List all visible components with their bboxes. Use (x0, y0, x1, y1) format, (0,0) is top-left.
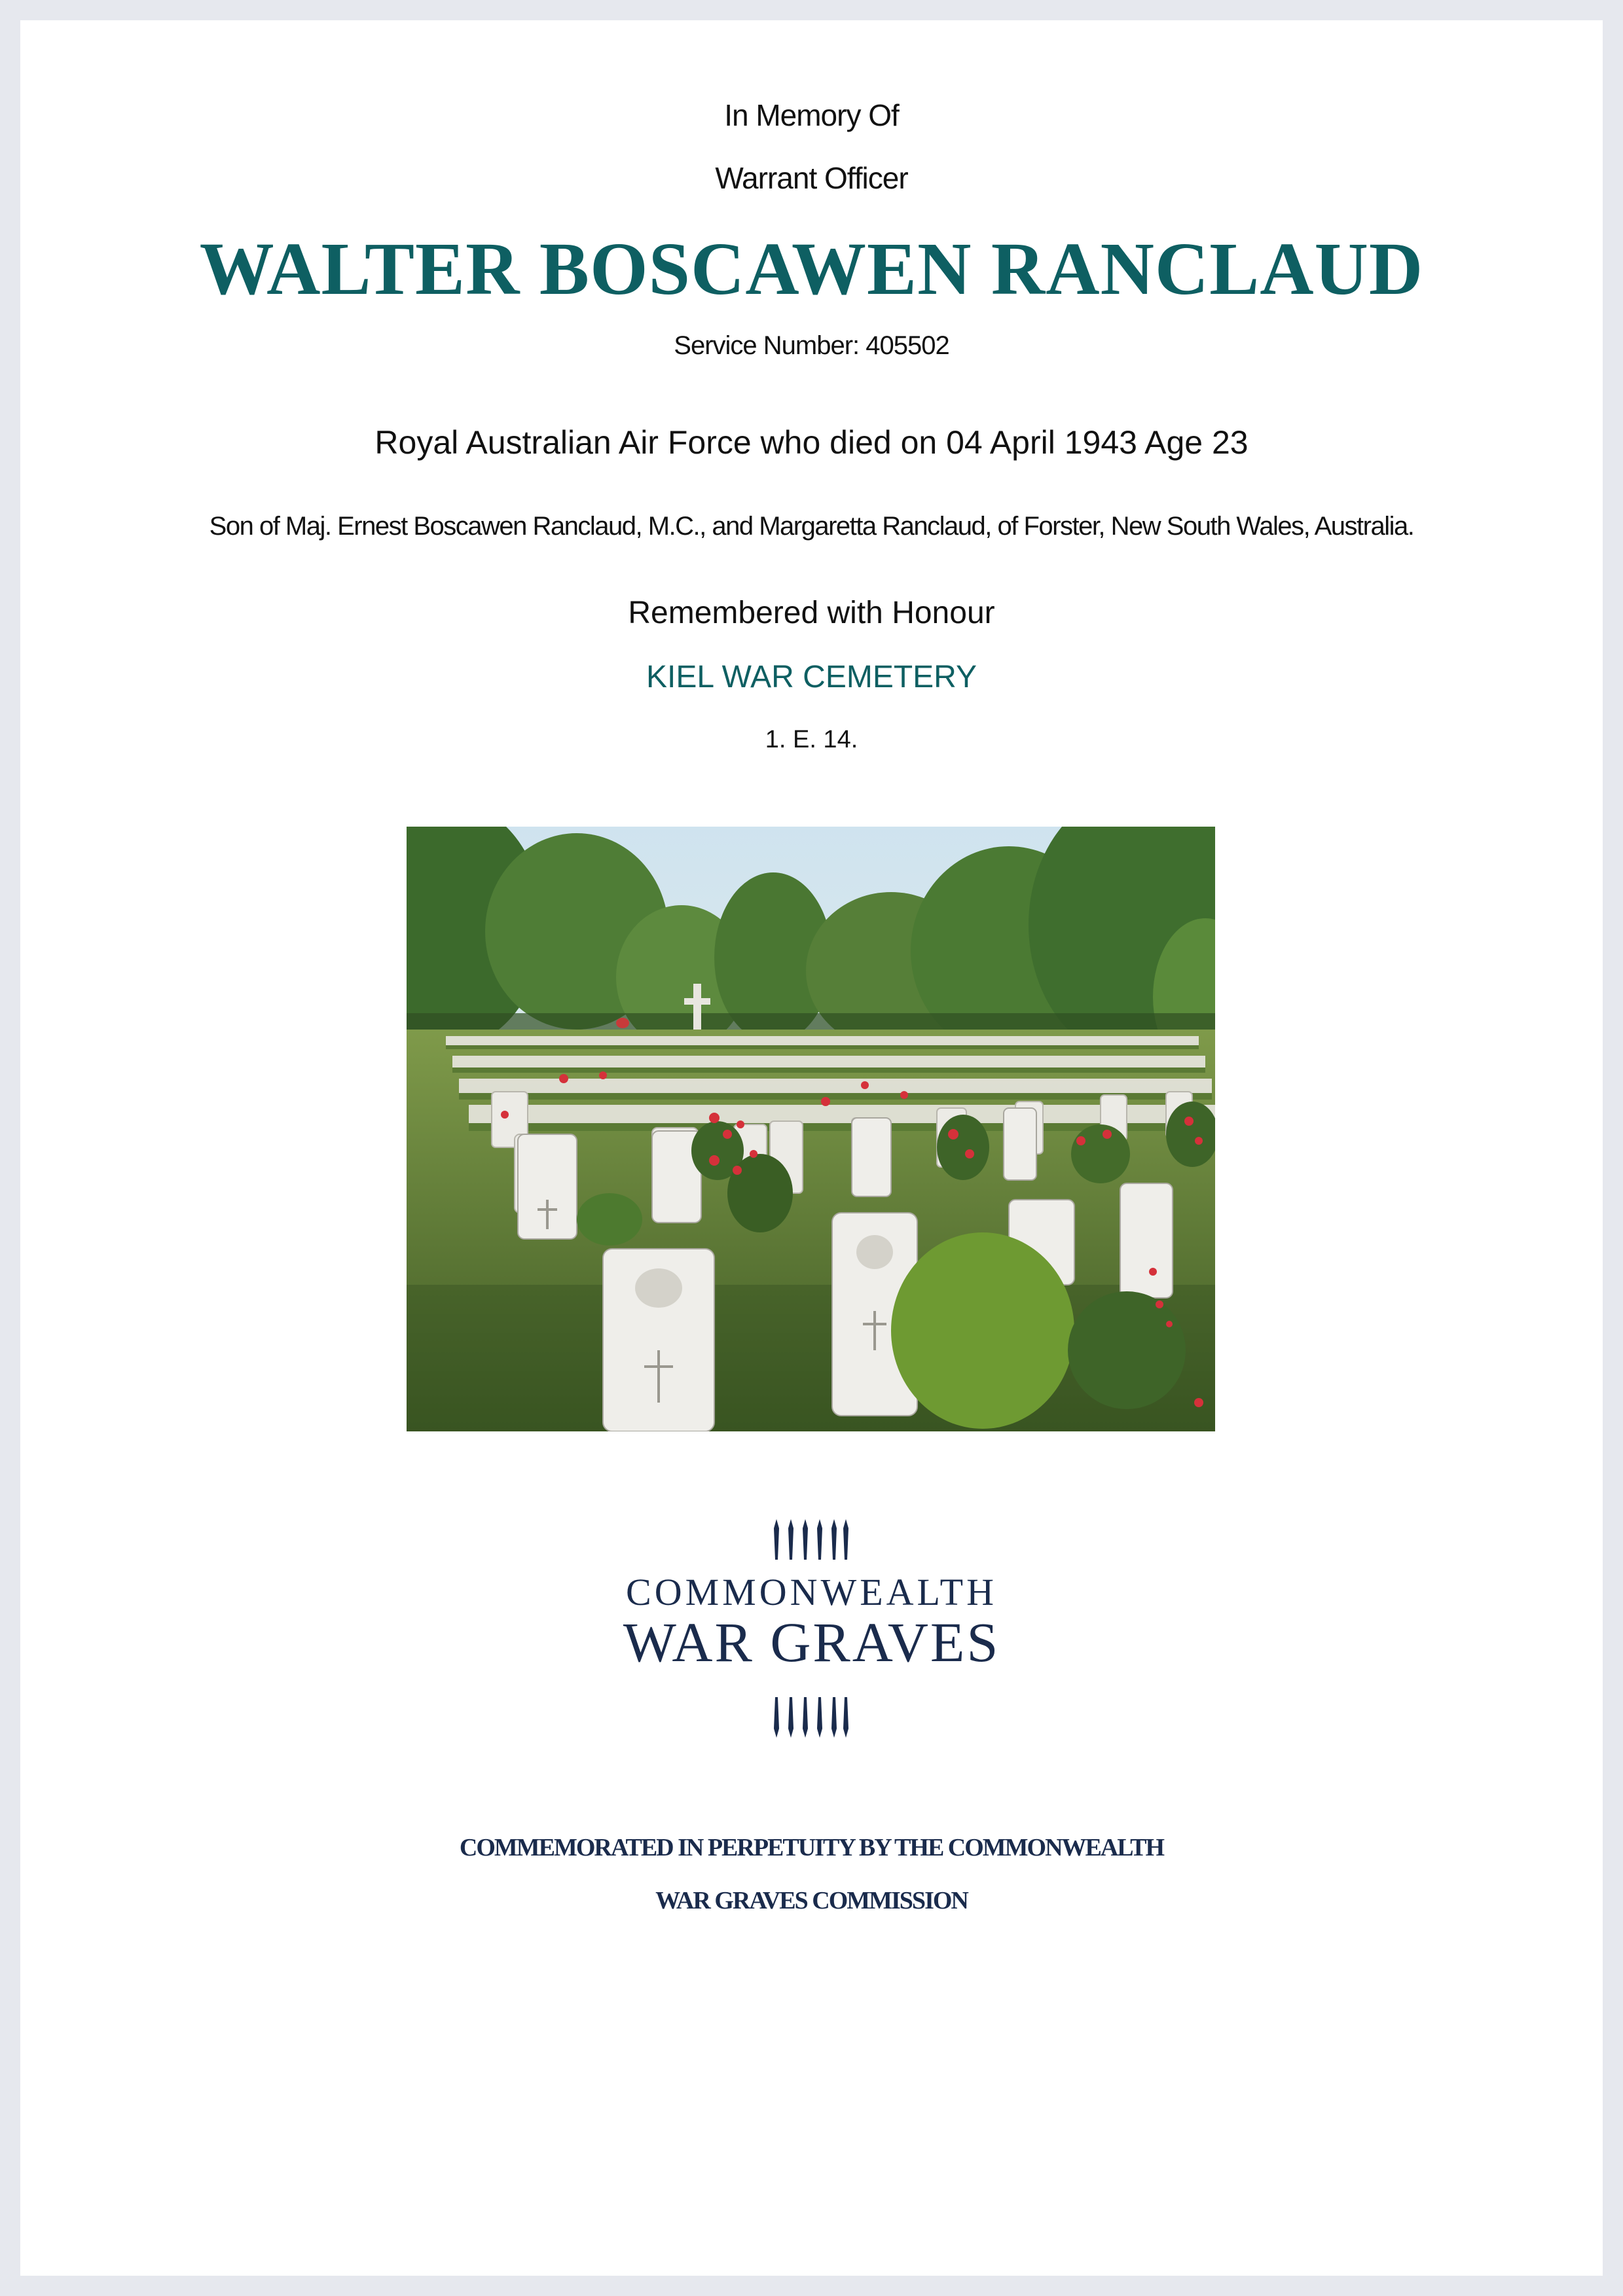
casualty-name: WALTER BOSCAWEN RANCLAUD (199, 227, 1424, 310)
commemoration-line-2: WAR GRAVES COMMISSION (655, 1887, 968, 1914)
logo-bottom-bars-icon (770, 1697, 851, 1738)
remembered-with-honour: Remembered with Honour (628, 596, 995, 630)
in-memory-of: In Memory Of (724, 98, 899, 132)
cemetery-photo (407, 827, 1215, 1431)
family-information: Son of Maj. Ernest Boscawen Ranclaud, M.C., and Margaretta Ranclaud, of Forster, New South Wales, Australia. (209, 512, 1414, 541)
logo-top-bars-icon (770, 1519, 851, 1560)
certificate-page (20, 20, 1603, 2276)
logo-commonwealth: COMMONWEALTH (626, 1571, 997, 1613)
cemetery-name: KIEL WAR CEMETERY (646, 660, 977, 694)
service-details: Royal Australian Air Force who died on 04 April 1943 Age 23 (374, 424, 1249, 461)
logo-war-graves: WAR GRAVES (623, 1611, 1000, 1674)
commemoration-line-1: COMMEMORATED IN PERPETUITY BY THE COMMONWEALTH (459, 1834, 1164, 1861)
grave-reference: 1. E. 14. (765, 726, 858, 753)
service-number: Service Number: 405502 (674, 331, 949, 360)
rank: Warrant Officer (715, 161, 908, 195)
